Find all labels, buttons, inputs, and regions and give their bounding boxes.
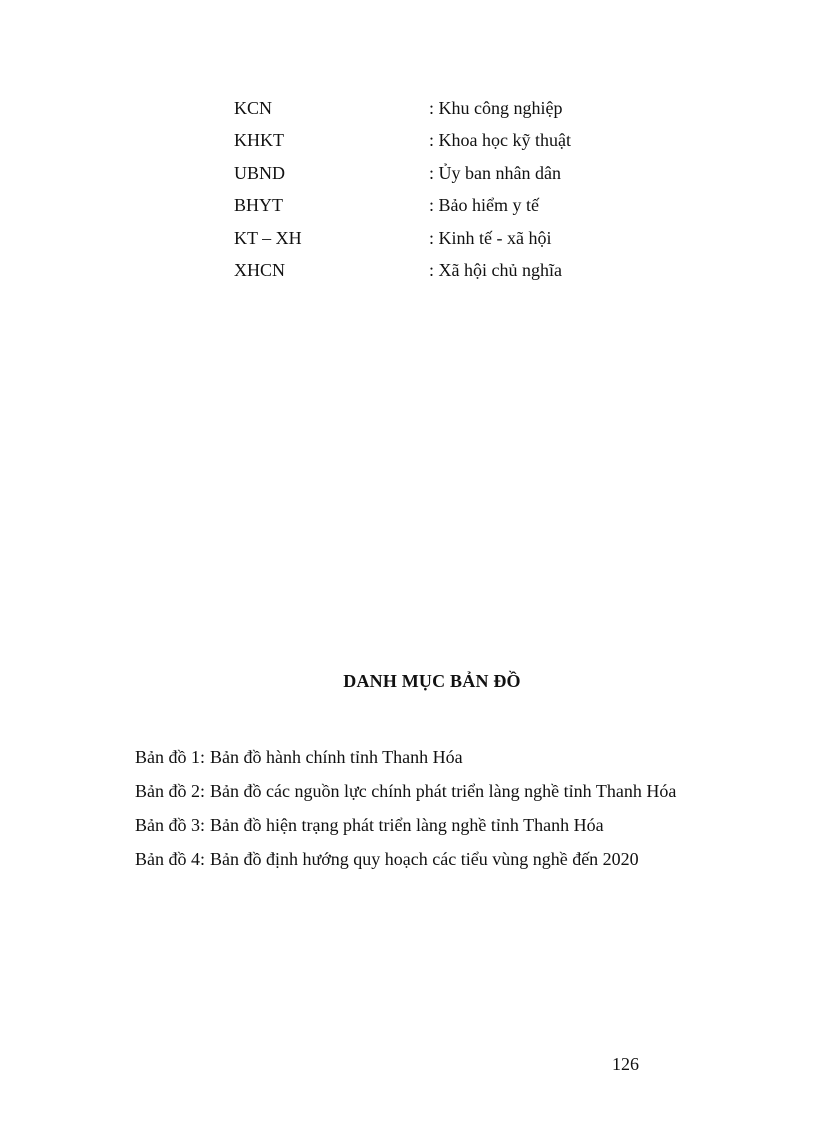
abbreviation-row bbox=[234, 222, 654, 255]
abbreviation-meaning: : Bảo hiểm y tế bbox=[429, 195, 539, 216]
map-list-heading: DANH MỤC BẢN ĐỒ bbox=[343, 671, 521, 691]
map-item-title: Bản đồ định hướng quy hoạch các tiểu vùng nghề đến 2020 bbox=[210, 848, 639, 869]
abbreviation-code: BHYT bbox=[234, 195, 283, 216]
abbreviation-meaning: : Khu công nghiệp bbox=[429, 97, 563, 118]
abbreviation-code: XHCN bbox=[234, 260, 286, 281]
map-item-label: Bản đồ 4: bbox=[135, 848, 205, 869]
map-list-item bbox=[135, 740, 775, 774]
abbreviation-row bbox=[234, 157, 654, 190]
abbreviation-code: KCN bbox=[234, 97, 273, 118]
abbreviation-row bbox=[234, 125, 654, 158]
abbreviation-row bbox=[234, 255, 654, 288]
abbreviation-row bbox=[234, 190, 654, 223]
abbreviation-meaning: : Khoa học kỹ thuật bbox=[429, 130, 571, 151]
abbreviation-code: UBND bbox=[234, 162, 286, 183]
map-list-item bbox=[135, 808, 775, 842]
map-item-title: Bản đồ các nguồn lực chính phát triển làng nghề tỉnh Thanh Hóa bbox=[210, 780, 677, 801]
map-item-label: Bản đồ 2: bbox=[135, 780, 205, 801]
map-item-label: Bản đồ 1: bbox=[135, 746, 205, 767]
map-list-item bbox=[135, 842, 775, 876]
abbreviation-row bbox=[234, 92, 654, 125]
abbreviation-meaning: : Xã hội chủ nghĩa bbox=[429, 260, 562, 281]
map-item-title: Bản đồ hiện trạng phát triển làng nghề tỉnh Thanh Hóa bbox=[210, 814, 604, 835]
abbreviation-code: KT – XH bbox=[234, 227, 302, 248]
abbreviation-code: KHKT bbox=[234, 130, 284, 151]
page-number: 126 bbox=[612, 1054, 639, 1074]
abbreviation-list bbox=[234, 92, 654, 287]
abbreviation-meaning: : Ủy ban nhân dân bbox=[429, 162, 561, 183]
map-list-item bbox=[135, 774, 775, 808]
map-item-title: Bản đồ hành chính tỉnh Thanh Hóa bbox=[210, 746, 463, 767]
map-list bbox=[135, 740, 775, 876]
abbreviation-meaning: : Kinh tế - xã hội bbox=[429, 227, 552, 248]
map-item-label: Bản đồ 3: bbox=[135, 814, 205, 835]
